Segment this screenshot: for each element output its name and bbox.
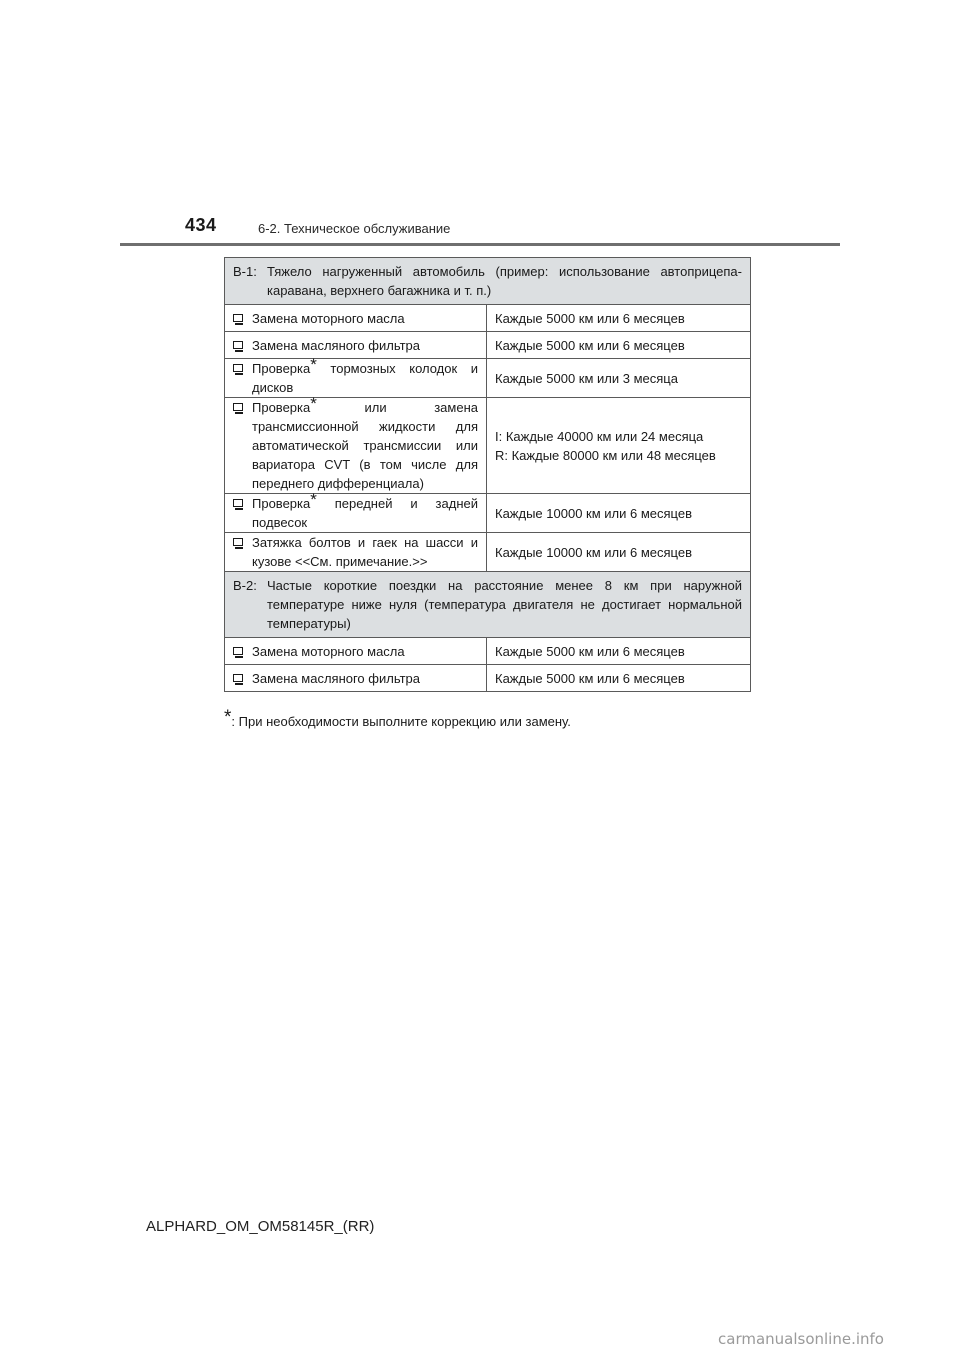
condition-code: B-2: bbox=[233, 578, 257, 593]
item-label: Замена масляного фильтра bbox=[252, 337, 420, 353]
checkbox-icon bbox=[233, 341, 243, 349]
condition-text: Частые короткие поездки на расстояние менее 8 км при наружной температуре ниже нуля (температура двигателя не достигает нормальной температуры) bbox=[267, 578, 742, 631]
interval-text: Каждые 5000 км или 6 месяцев bbox=[495, 670, 685, 686]
condition-wrap bbox=[233, 576, 742, 633]
footnote bbox=[224, 707, 571, 729]
interval-text: Каждые 10000 км или 6 месяцев bbox=[495, 505, 692, 521]
document-id: ALPHARD_OM_OM58145R_(RR) bbox=[146, 1218, 375, 1235]
maintenance-table bbox=[224, 257, 751, 692]
item-text bbox=[252, 490, 478, 532]
item-cell bbox=[225, 665, 487, 692]
section-title: 6-2. Техническое обслуживание bbox=[258, 221, 451, 236]
item-cell bbox=[225, 305, 487, 332]
item-cell bbox=[225, 638, 487, 665]
item-cell bbox=[225, 533, 487, 572]
condition-text: Тяжело нагруженный автомобиль (пример: использование автоприцепа-каравана, верхнего багажника и т. п.) bbox=[267, 264, 742, 298]
item-cell bbox=[225, 332, 487, 359]
item-cell bbox=[225, 394, 487, 494]
asterisk-marker: * bbox=[310, 394, 317, 413]
interval-text: Каждые 5000 км или 6 месяцев bbox=[495, 337, 685, 353]
item-content bbox=[233, 490, 478, 532]
condition-row bbox=[225, 572, 751, 638]
item-cell bbox=[225, 490, 487, 533]
item-content bbox=[233, 355, 478, 397]
item-content bbox=[233, 394, 478, 493]
item-label-continued: или замена трансмиссионной жидкости для автоматической трансмиссии или вариатора CVT (в том числе для переднего дифференциала) bbox=[252, 400, 478, 491]
interval-text: Каждые 5000 км или 3 месяца bbox=[495, 370, 678, 386]
maintenance-table-body bbox=[225, 258, 751, 692]
interval-cell bbox=[487, 638, 751, 665]
interval-cell bbox=[487, 494, 751, 533]
item-text bbox=[252, 355, 478, 397]
header-rule bbox=[120, 243, 840, 246]
item-label-continued: передней и задней подвесок bbox=[252, 496, 478, 530]
checkbox-icon bbox=[233, 538, 243, 546]
interval-cell bbox=[487, 332, 751, 359]
item-text bbox=[252, 394, 478, 493]
item-content bbox=[233, 669, 478, 688]
checkbox-icon bbox=[233, 314, 243, 322]
item-label: Проверка bbox=[252, 361, 311, 376]
table-row bbox=[225, 494, 751, 533]
item-cell bbox=[225, 355, 487, 398]
checkbox-icon bbox=[233, 499, 243, 507]
asterisk-marker: * bbox=[310, 355, 317, 374]
table-row bbox=[225, 398, 751, 494]
item-text bbox=[252, 336, 478, 355]
condition-wrap bbox=[233, 262, 742, 300]
table-row bbox=[225, 332, 751, 359]
item-label: Замена моторного масла bbox=[252, 643, 405, 659]
footnote-text: : При необходимости выполните коррекцию или замену. bbox=[231, 714, 571, 729]
table-row bbox=[225, 533, 751, 572]
condition-row bbox=[225, 258, 751, 305]
table-row bbox=[225, 305, 751, 332]
checkbox-icon bbox=[233, 647, 243, 655]
item-content bbox=[233, 533, 478, 571]
checkbox-icon bbox=[233, 674, 243, 682]
page-number: 434 bbox=[185, 215, 217, 235]
interval-text: Каждые 5000 км или 6 месяцев bbox=[495, 643, 685, 659]
table-row bbox=[225, 665, 751, 692]
interval-text: Каждые 10000 км или 6 месяцев bbox=[495, 544, 692, 560]
checkbox-icon bbox=[233, 403, 243, 411]
item-label: Затяжка болтов и гаек на шасси и кузове <<См. примечание.>> bbox=[252, 535, 478, 569]
interval-cell bbox=[487, 305, 751, 332]
item-label: Замена масляного фильтра bbox=[252, 670, 420, 686]
interval-cell bbox=[487, 398, 751, 494]
item-content bbox=[233, 336, 478, 355]
footnote-marker: * bbox=[224, 707, 232, 728]
item-label: Проверка bbox=[252, 400, 311, 415]
table-row bbox=[225, 359, 751, 398]
item-text bbox=[252, 533, 478, 571]
interval-text: Каждые 5000 км или 6 месяцев bbox=[495, 310, 685, 326]
watermark: carmanualsonline.info bbox=[718, 1330, 884, 1348]
condition-code: B-1: bbox=[233, 264, 257, 279]
item-text bbox=[252, 309, 478, 328]
table-row bbox=[225, 638, 751, 665]
item-content bbox=[233, 309, 478, 328]
interval-text: I: Каждые 40000 км или 24 месяца bbox=[495, 428, 704, 444]
condition-cell bbox=[225, 572, 751, 638]
interval-cell bbox=[487, 665, 751, 692]
asterisk-marker: * bbox=[310, 490, 317, 509]
item-label: Замена моторного масла bbox=[252, 310, 405, 326]
interval-cell bbox=[487, 533, 751, 572]
interval-text: R: Каждые 80000 км или 48 месяцев bbox=[495, 447, 716, 463]
item-label: Проверка bbox=[252, 496, 311, 511]
item-text bbox=[252, 669, 478, 688]
item-text bbox=[252, 642, 478, 661]
checkbox-icon bbox=[233, 364, 243, 372]
item-label-continued: тормозных колодок и дисков bbox=[252, 361, 478, 395]
interval-cell bbox=[487, 359, 751, 398]
condition-cell bbox=[225, 258, 751, 305]
item-content bbox=[233, 642, 478, 661]
